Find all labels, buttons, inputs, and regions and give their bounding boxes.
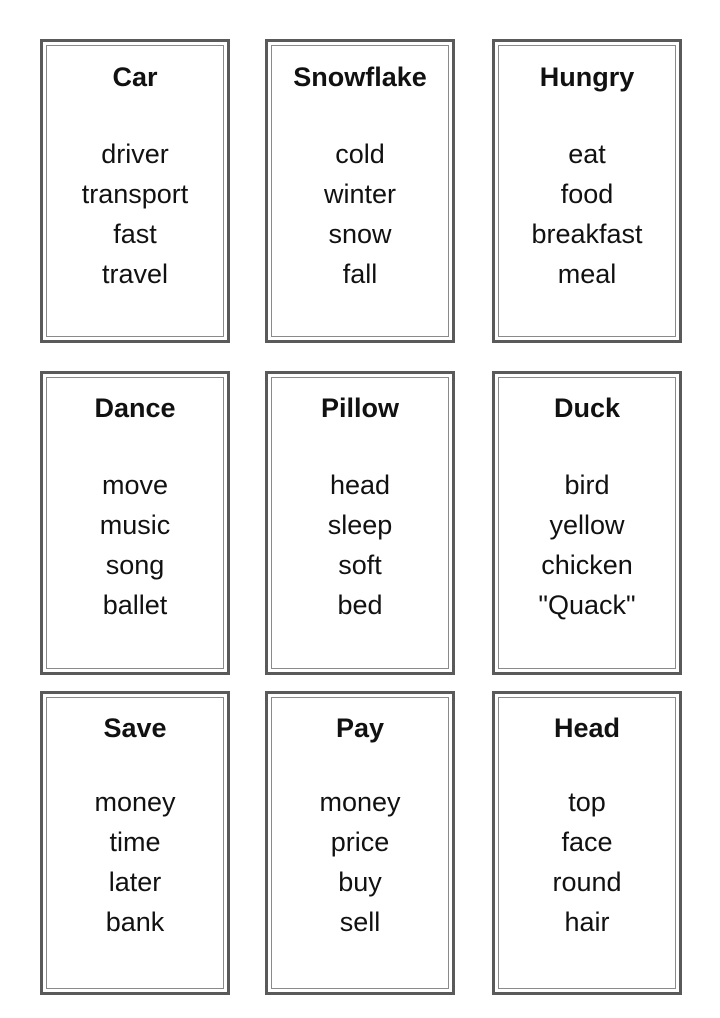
word-item: buy: [338, 867, 382, 897]
card-title: Duck: [553, 393, 621, 423]
word-item: ballet: [102, 590, 168, 620]
word-item: transport: [81, 179, 189, 209]
card-title: Pillow: [320, 393, 399, 423]
word-item: song: [105, 550, 165, 580]
word-list: [272, 134, 448, 294]
word-item: yellow: [549, 510, 625, 540]
word-item: move: [101, 470, 169, 500]
word-list: [499, 465, 675, 625]
card-hungry: [492, 39, 682, 343]
word-item: meal: [557, 259, 617, 289]
card-inner-border: [498, 45, 676, 337]
word-item: food: [560, 179, 614, 209]
word-list: [47, 782, 223, 942]
word-item: hair: [564, 907, 610, 937]
card-title: Dance: [94, 393, 176, 423]
word-list: [272, 465, 448, 625]
word-list: [47, 134, 223, 294]
word-item: eat: [568, 139, 606, 169]
word-item: chicken: [541, 550, 633, 580]
card-title: Head: [553, 713, 621, 743]
card-title: Car: [112, 62, 158, 92]
card-title: Snowflake: [293, 62, 427, 92]
word-item: fast: [113, 219, 157, 249]
card-title: Save: [103, 713, 167, 743]
card-save: [40, 691, 230, 995]
card-pay: [265, 691, 455, 995]
card-duck: [492, 371, 682, 675]
word-item: sleep: [327, 510, 393, 540]
word-list: [499, 134, 675, 294]
word-list: [499, 782, 675, 942]
word-item: round: [552, 867, 622, 897]
word-item: money: [94, 787, 176, 817]
word-item: breakfast: [531, 219, 643, 249]
word-item: head: [329, 470, 391, 500]
card-inner-border: [271, 697, 449, 989]
card-inner-border: [498, 377, 676, 669]
card-inner-border: [46, 697, 224, 989]
word-item: later: [108, 867, 162, 897]
card-inner-border: [271, 377, 449, 669]
card-inner-border: [46, 45, 224, 337]
word-item: snow: [328, 219, 392, 249]
card-title: Hungry: [539, 62, 635, 92]
card-car: [40, 39, 230, 343]
card-inner-border: [271, 45, 449, 337]
word-item: fall: [342, 259, 378, 289]
word-item: travel: [101, 259, 169, 289]
card-head: [492, 691, 682, 995]
word-item: time: [109, 827, 161, 857]
word-item: price: [330, 827, 390, 857]
word-item: driver: [101, 139, 169, 169]
card-inner-border: [498, 697, 676, 989]
card-pillow: [265, 371, 455, 675]
word-item: sell: [339, 907, 381, 937]
card-dance: [40, 371, 230, 675]
word-item: bed: [337, 590, 383, 620]
word-list: [47, 465, 223, 625]
word-item: face: [561, 827, 613, 857]
word-item: money: [319, 787, 401, 817]
card-snowflake: [265, 39, 455, 343]
word-item: soft: [338, 550, 382, 580]
word-item: "Quack": [538, 590, 636, 620]
card-inner-border: [46, 377, 224, 669]
word-item: music: [99, 510, 171, 540]
word-item: top: [568, 787, 606, 817]
card-title: Pay: [335, 713, 385, 743]
word-item: cold: [335, 139, 385, 169]
word-list: [272, 782, 448, 942]
word-item: bird: [564, 470, 610, 500]
word-item: bank: [105, 907, 165, 937]
word-item: winter: [323, 179, 397, 209]
